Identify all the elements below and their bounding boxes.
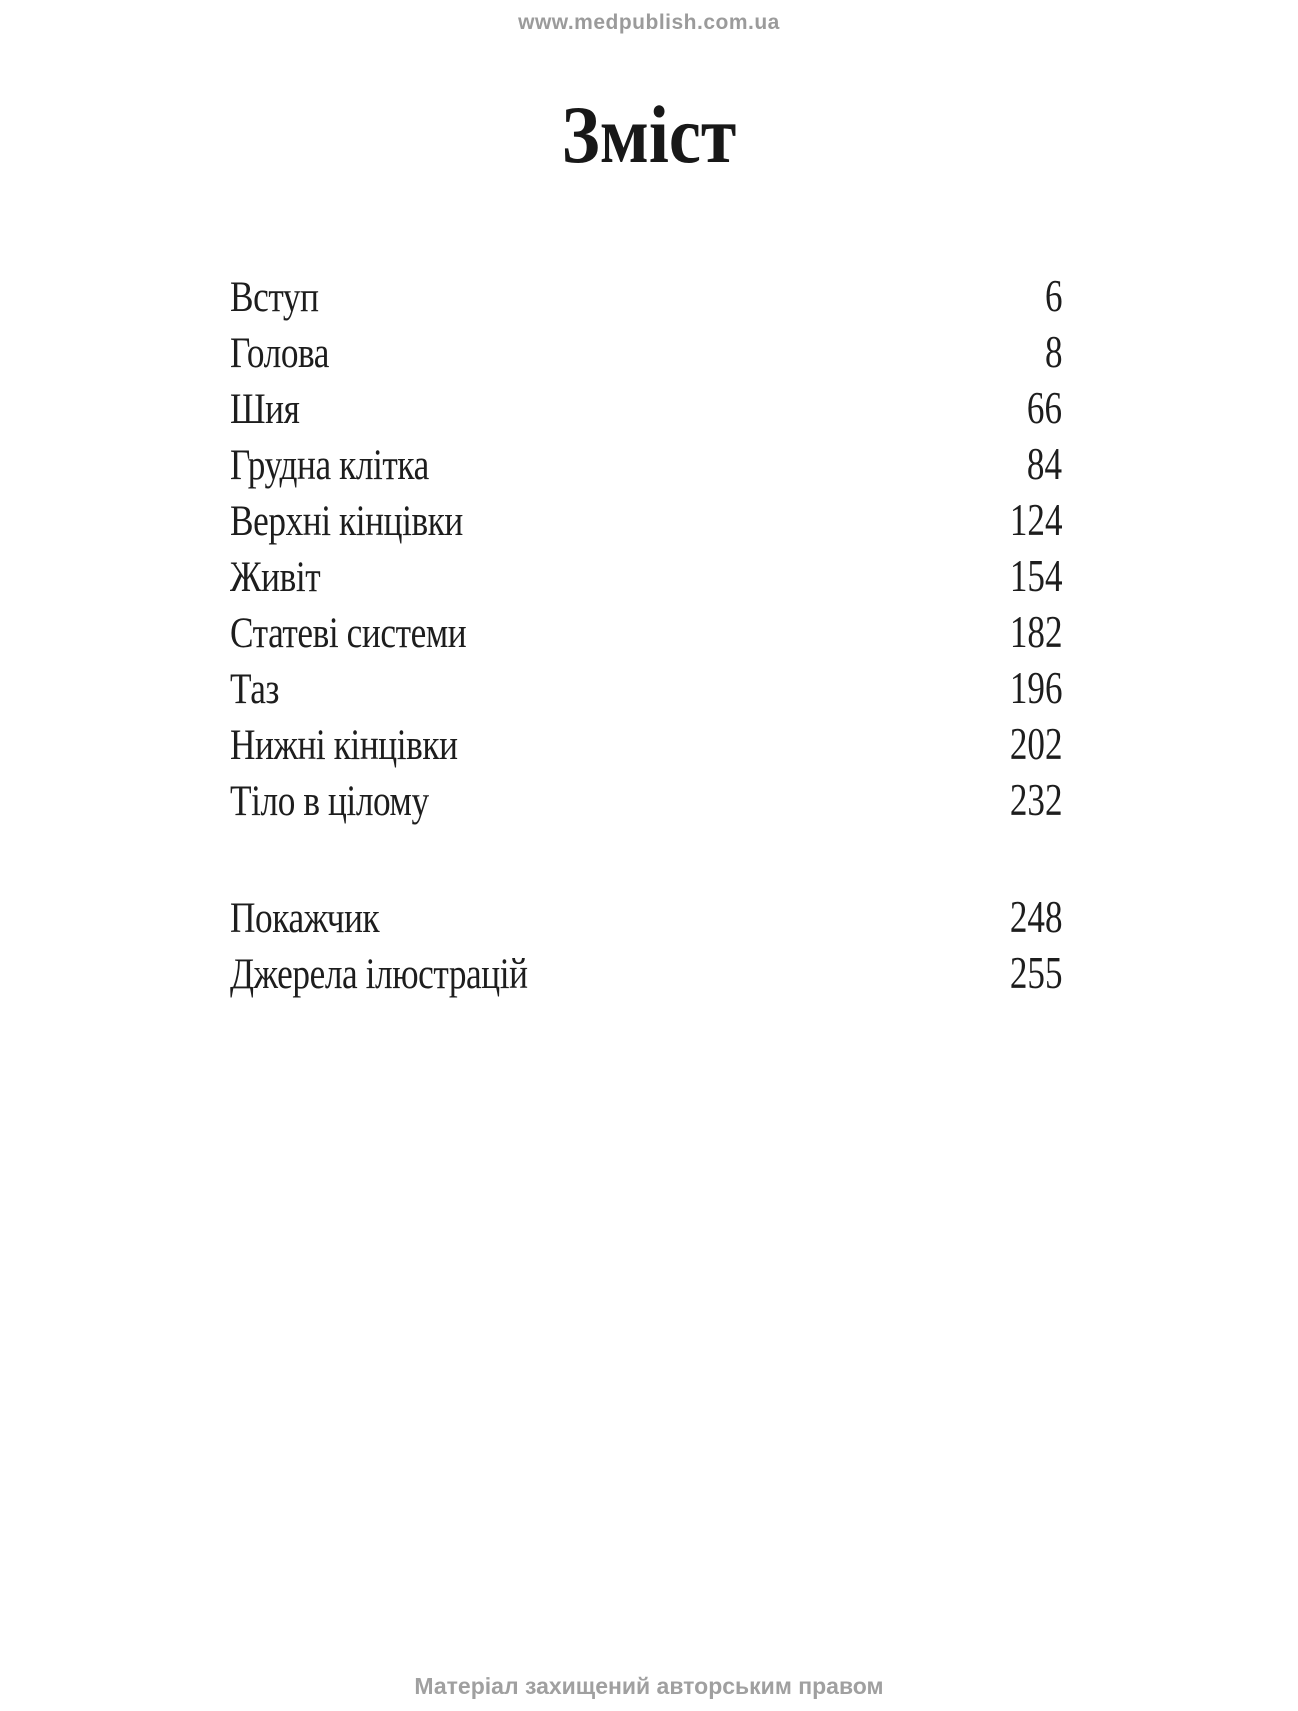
toc-entry-page: 66 <box>1026 383 1062 433</box>
toc-entry-label: Статеві системи <box>230 610 467 657</box>
toc-entry-label: Джерела ілюстрацій <box>230 951 528 998</box>
toc-entry-label: Живіт <box>230 554 321 601</box>
toc-entry-label: Покажчик <box>230 895 380 942</box>
toc-entry <box>230 716 1062 772</box>
toc-section-gap <box>230 828 1062 889</box>
toc-entry <box>230 889 1062 945</box>
toc-entry-page: 248 <box>1009 892 1062 942</box>
toc-entry-label: Таз <box>230 666 280 713</box>
toc-entry-label: Грудна клітка <box>230 442 429 489</box>
table-of-contents <box>230 268 1062 1001</box>
toc-entry-label: Верхні кінцівки <box>230 498 463 545</box>
toc-entry-page: 232 <box>1009 775 1062 825</box>
toc-entry-page: 8 <box>1044 327 1062 377</box>
toc-entry-page: 255 <box>1009 948 1062 998</box>
toc-entry <box>230 380 1062 436</box>
toc-entry <box>230 945 1062 1001</box>
toc-entry <box>230 268 1062 324</box>
toc-entry <box>230 548 1062 604</box>
toc-entry-page: 154 <box>1009 551 1062 601</box>
toc-entry-page: 124 <box>1009 495 1062 545</box>
toc-entry <box>230 604 1062 660</box>
toc-entry-page: 196 <box>1009 663 1062 713</box>
toc-entry <box>230 492 1062 548</box>
toc-entry-page: 182 <box>1009 607 1062 657</box>
toc-entry-page: 6 <box>1044 271 1062 321</box>
page-title: Зміст <box>561 89 737 180</box>
toc-entry-label: Шия <box>230 386 300 433</box>
toc-entry-label: Вступ <box>230 274 319 321</box>
toc-entry <box>230 436 1062 492</box>
toc-entry <box>230 660 1062 716</box>
toc-entry-page: 84 <box>1026 439 1062 489</box>
toc-entry-page: 202 <box>1009 719 1062 769</box>
toc-entry-label: Голова <box>230 330 330 377</box>
toc-entry <box>230 772 1062 828</box>
publisher-url-watermark: www.medpublish.com.ua <box>518 11 780 34</box>
toc-entry <box>230 324 1062 380</box>
toc-entry-label: Нижні кінцівки <box>230 722 458 769</box>
copyright-notice: Матеріал захищений авторським правом <box>414 1673 884 1699</box>
toc-entry-label: Тіло в цілому <box>230 778 429 825</box>
